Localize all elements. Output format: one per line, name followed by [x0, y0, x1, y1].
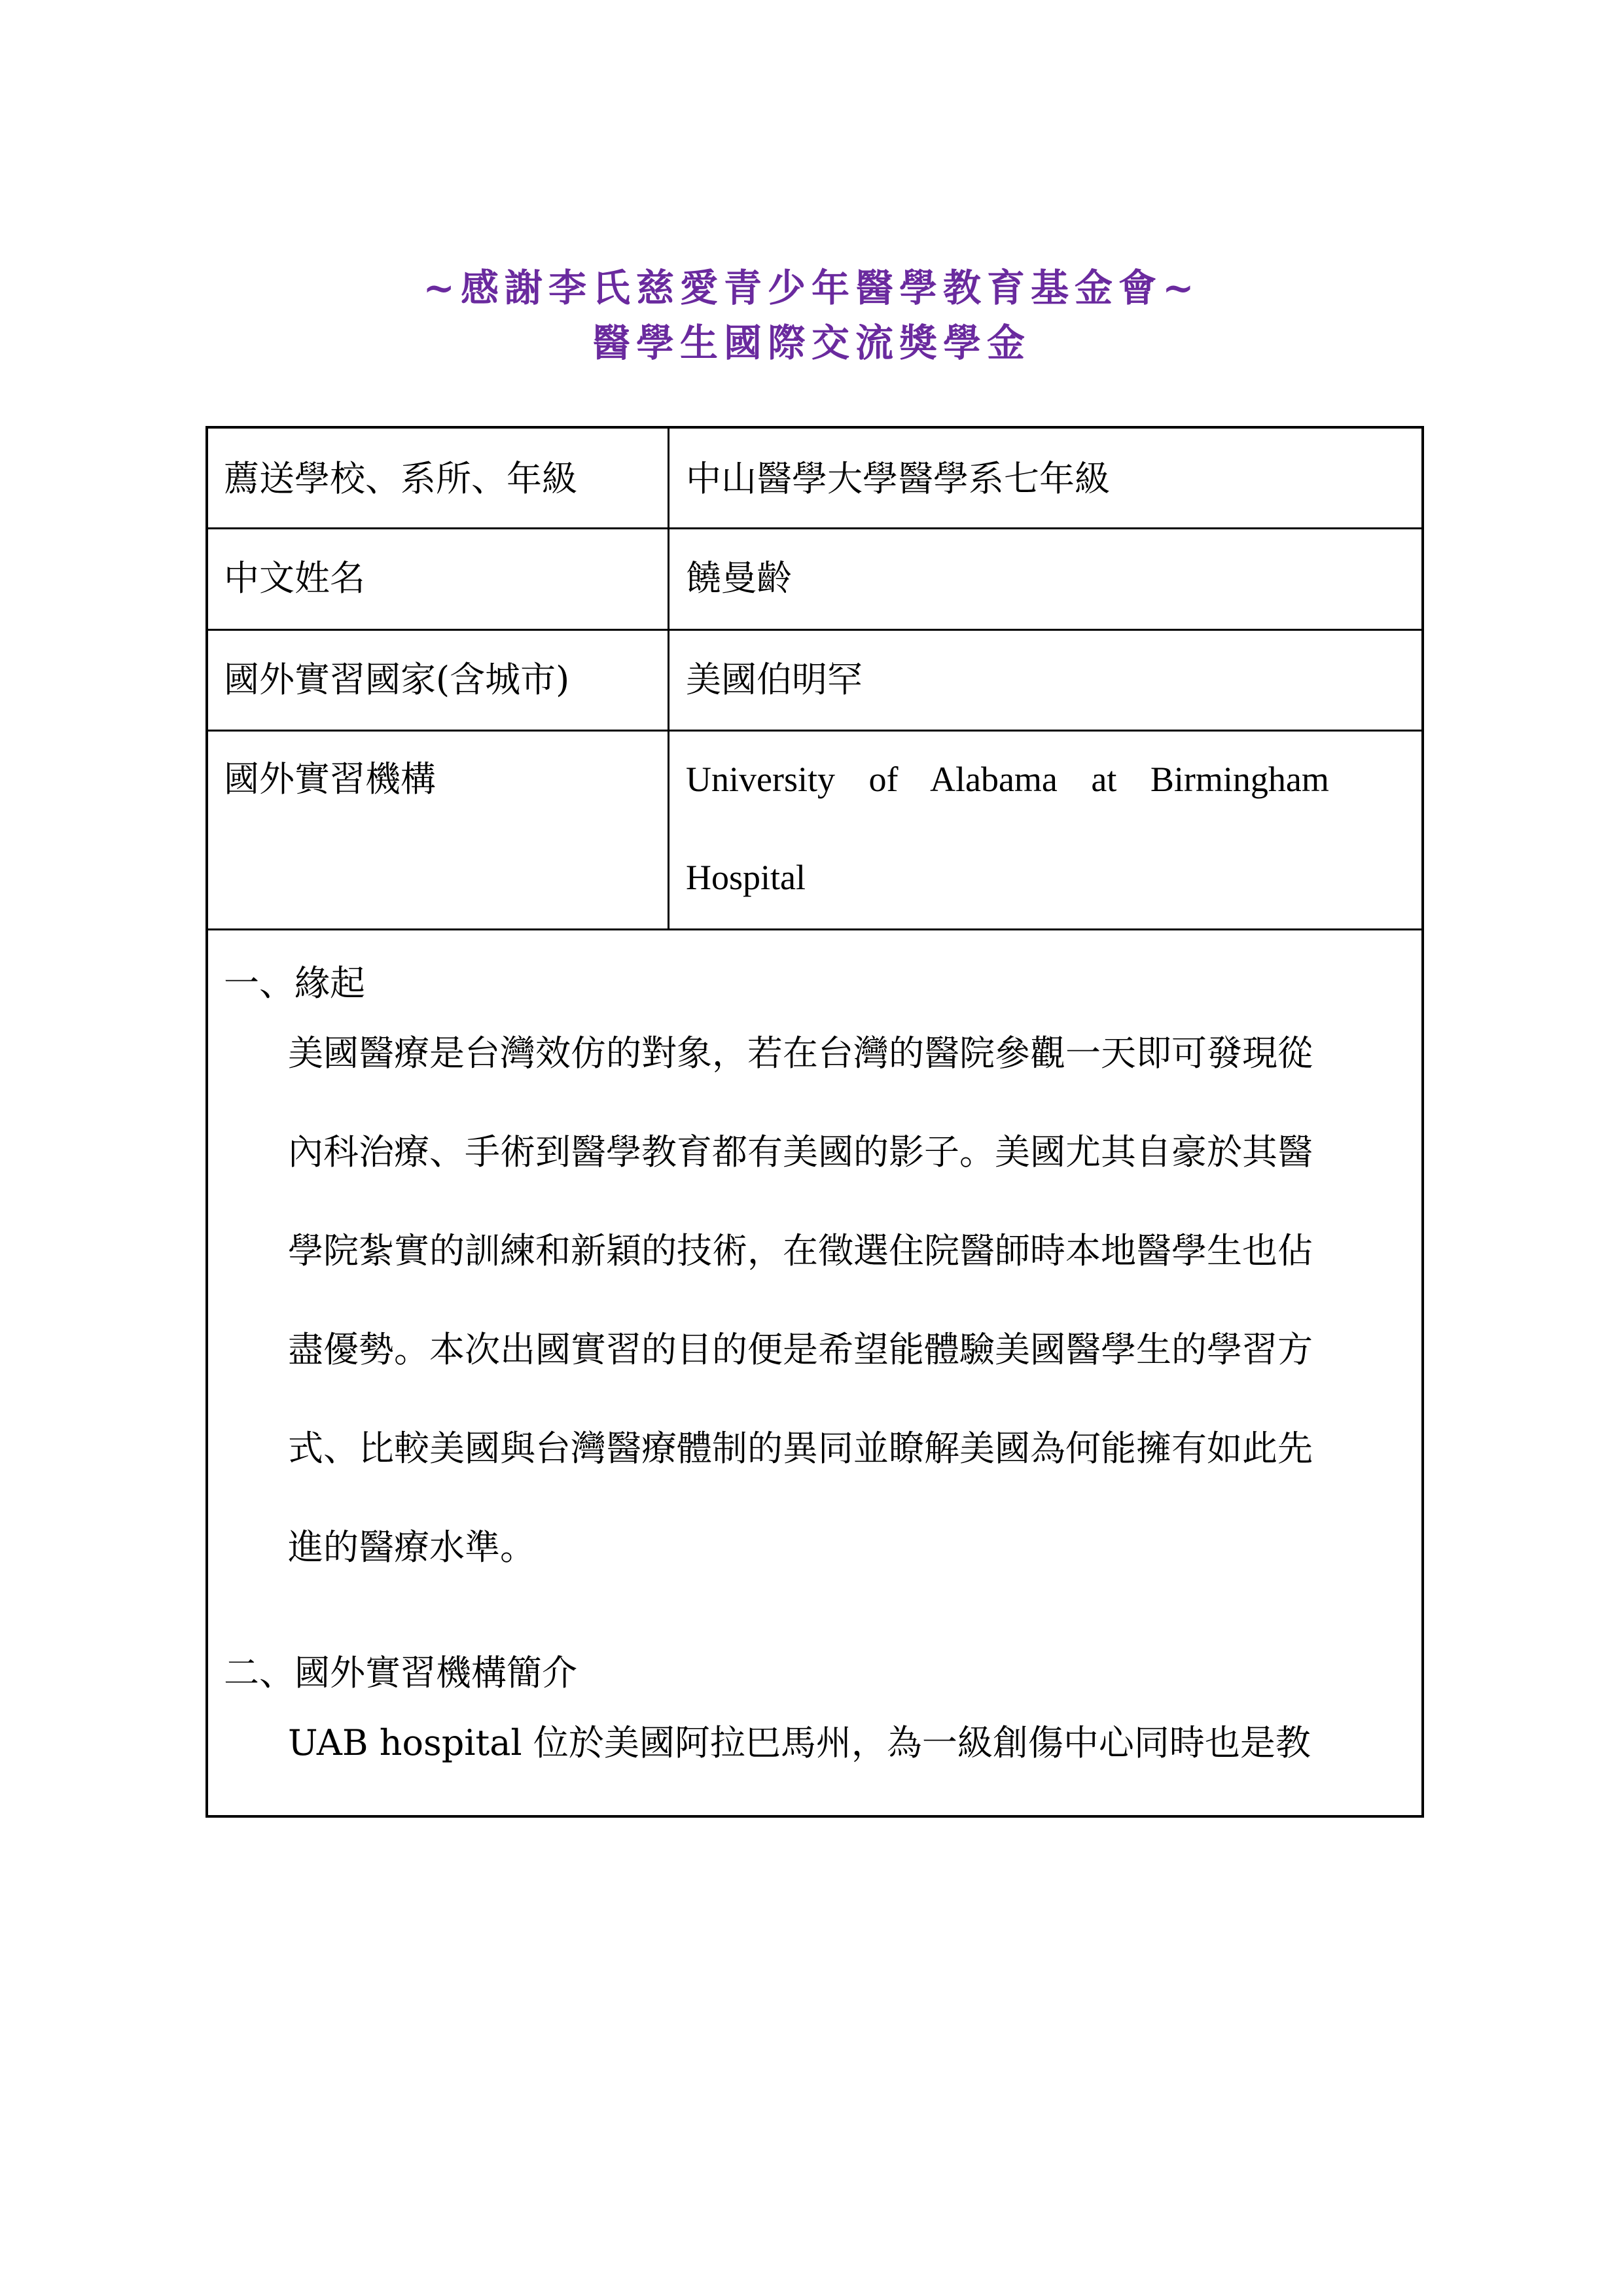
table-row — [208, 429, 1421, 529]
paragraph-line: 進的醫療水準。 — [288, 1527, 535, 1568]
institution-value-line2: Hospital — [686, 858, 806, 897]
chinese-name-label: 中文姓名 — [224, 557, 365, 599]
institution-value-line1: University of Alabama at Birmingham — [686, 760, 1329, 799]
school-dept-grade-label: 薦送學校、系所、年級 — [224, 458, 577, 499]
country-city-value: 美國伯明罕 — [686, 659, 863, 700]
section-paragraph — [288, 1693, 1407, 1792]
paragraph-line: 內科治療、手術到醫學教育都有美國的影子。美國尤其自豪於其醫 — [288, 1131, 1313, 1173]
country-city-label: 國外實習國家(含城市) — [224, 659, 570, 700]
table-row — [208, 529, 1421, 631]
report-frame — [205, 426, 1424, 1818]
paragraph-line: 美國醫療是台灣效仿的對象，若在台灣的醫院參觀一天即可發現從 — [288, 1033, 1313, 1074]
paragraph-line: 學院紮實的訓練和新穎的技術，在徵選住院醫師時本地醫學生也佔 — [288, 1230, 1313, 1271]
document-title: ~感謝李氏慈愛青少年醫學教育基金會~ — [423, 266, 1200, 310]
section-paragraph — [288, 1004, 1407, 1597]
table-row — [208, 732, 1421, 930]
column-divider — [668, 429, 669, 930]
document-subtitle: 醫學生國際交流獎學金 — [592, 321, 1031, 365]
paragraph-line: 盡優勢。本次出國實習的目的便是希望能體驗美國醫學生的學習方 — [288, 1329, 1313, 1370]
paragraph-line: UAB hospital 位於美國阿拉巴馬州，為一級創傷中心同時也是教 — [288, 1722, 1311, 1763]
school-dept-grade-value: 中山醫學大學醫學系七年級 — [686, 458, 1110, 499]
table-row — [208, 631, 1421, 732]
institution-label: 國外實習機構 — [224, 758, 436, 800]
section-heading: 一、緣起 — [224, 963, 365, 1004]
chinese-name-value: 饒曼齡 — [686, 557, 792, 599]
paragraph-line: 式、比較美國與台灣醫療體制的異同並瞭解美國為何能擁有如此先 — [288, 1428, 1313, 1469]
section-heading: 二、國外實習機構簡介 — [224, 1652, 577, 1693]
